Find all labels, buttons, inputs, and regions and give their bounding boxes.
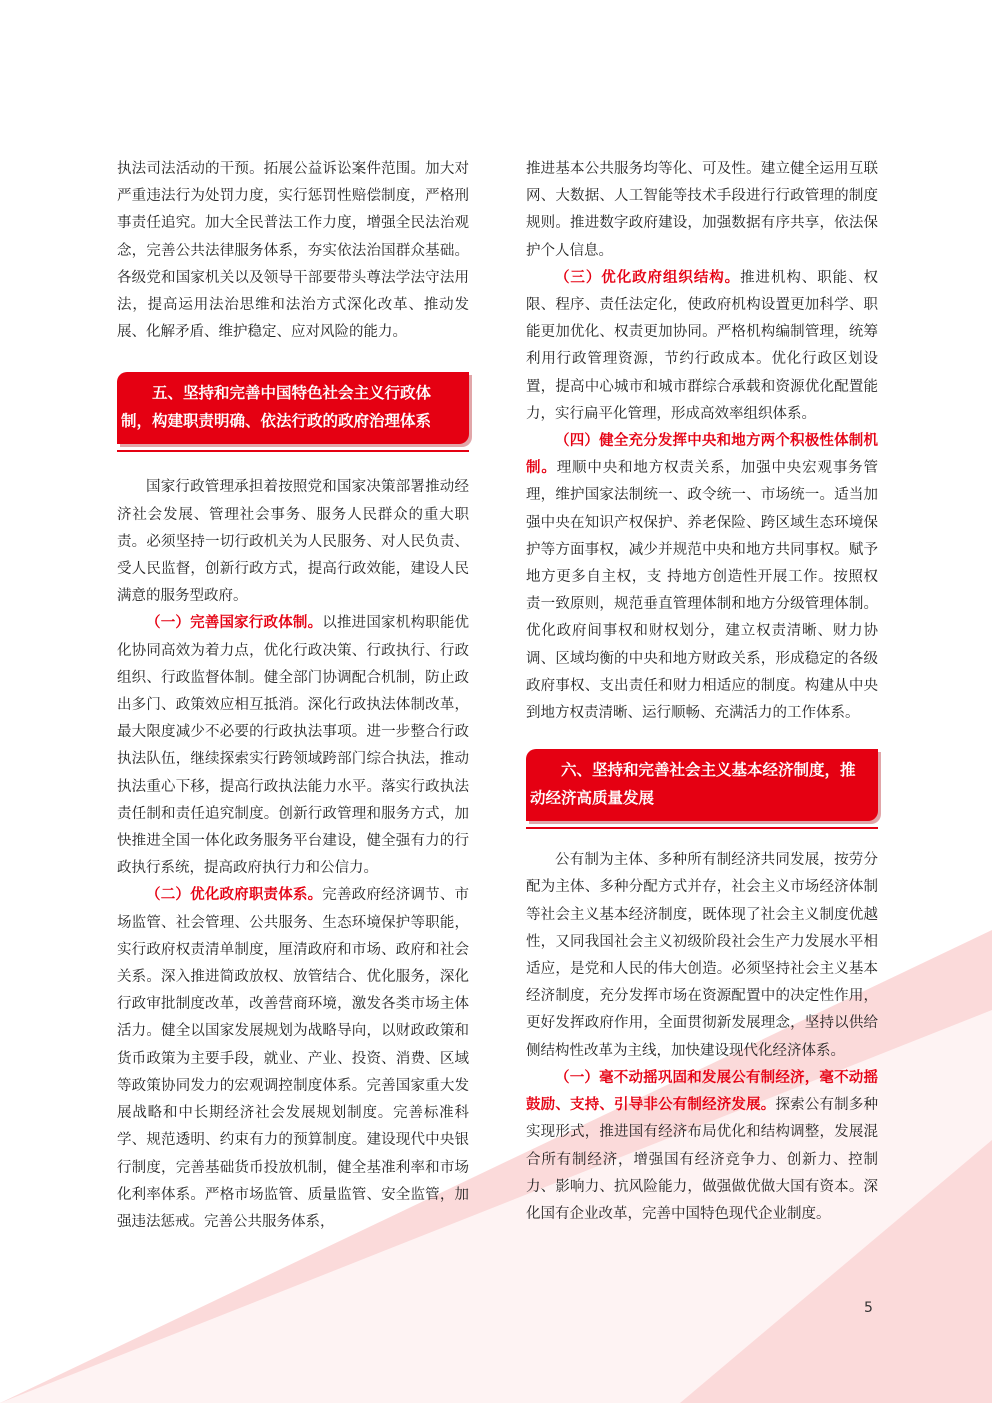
section-6-heading-line2: 动经济高质量发展 [530,789,655,808]
body-paragraph: 国家行政管理承担着按照党和国家决策部署推动经济社会发展、管理社会事务、服务人民群众的重大职责。必须坚持一切行政机关为人民服务、对人民负责、受人民监督，创新行政方式，提高行政效能，建设人民满意的服务型政府。 [117,479,469,605]
section-5-heading [117,372,469,444]
subsection-heading: （二）优化政府职责体系。 [146,887,323,904]
body-paragraph: 推进基本公共服务均等化、可及性。建立健全运用互联网、大数据、人工智能等技术手段进行行政管理的制度规则。推进数字政府建设，加强数据有序共享，依法保护个人信息。 [526,161,878,259]
right-column [526,156,878,1228]
subsection-heading: （三）优化政府组织结构。 [555,269,741,286]
body-paragraph: 执法司法活动的干预。拓展公益诉讼案件范围。加大对严重违法行为处罚力度，实行惩罚性赔偿制度，严格刑事责任追究。加大全民普法工作力度，增强全民法治观念，完善公共法律服务体系，夯实依法治国群众基础。各级党和国家机关以及领导干部要带头尊法学法守法用法，提高运用法治思维和法治方式深化改革、推动发展、化解矛盾、维护稳定、应对风险的能力。 [117,161,469,341]
body-paragraph: （一）毫不动摇巩固和发展公有制经济，毫不动摇鼓励、支持、引导非公有制经济发展。探索公有制多种实现形式，推进国有经济布局优化和结构调整，发展混合所有制经济，增强国有经济竞争力、创新力、控制力、影响力、抗风险能力，做强做优做大国有资本。深化国有企业改革，完善中国特色现代企业制度。 [526,1069,879,1222]
left-column [117,156,469,1236]
body-paragraph: （四）健全充分发挥中央和地方两个积极性体制机制。理顺中央和地方权责关系，加强中央宏观事务管理，维护国家法制统一、政令统一、市场统一。适当加强中央在知识产权保护、养老保险、跨区域生态环境保护等方面事权，减少并规范中央和地方共同事权。赋予地方更多自主权，支 持地方创造性开展工作。按照权责一致原则，规范垂直管理体制和地方分级管理体制。优化政府间事权和财权划分，建立权责清晰、财力协调、区域均衡的中央和地方财政关系，形成稳定的各级政府事权、支出责任和财力相适应的制度。构建从中央到地方权责清晰、运行顺畅、充满活力的工作体系。 [526,433,879,722]
section-5-heading-line1: 五、坚持和完善中国特色社会主义行政体 [152,384,432,403]
section-6-heading [526,749,878,821]
section-5-heading-line2: 制，构建职责明确、依法行政的政府治理体系 [121,412,432,431]
body-paragraph: 公有制为主体、多种所有制经济共同发展，按劳分配为主体、多种分配方式并存，社会主义市场经济体制等社会主义基本经济制度，既体现了社会主义制度优越性，又同我国社会主义初级阶段社会生产力发展水平相适应，是党和人民的伟大创造。必须坚持社会主义基本经济制度，充分发挥市场在资源配置中的决定性作用，更好发挥政府作用，全面贯彻新发展理念，坚持以供给侧结构性改革为主线，加快建设现代化经济体系。 [526,852,878,1059]
body-paragraph: （二）优化政府职责体系。完善政府经济调节、市场监管、社会管理、公共服务、生态环境保护等职能，实行政府权责清单制度，厘清政府和市场、政府和社会关系。深入推进简政放权、放管结合、优化服务，深化行政审批制度改革，改善营商环境，激发各类市场主体活力。健全以国家发展规划为战略导向，以财政政策和货币政策为主要手段，就业、产业、投资、消费、区域等政策协同发力的宏观调控制度体系。完善国家重大发展战略和中长期经济社会发展规划制度。完善标准科学、规范透明、约束有力的预算制度。建设现代中央银行制度，完善基础货币投放机制，健全基准利率和市场化利率体系。严格市场监管、质量监管、安全监管，加强违法惩戒。完善公共服务体系， [117,887,470,1230]
subsection-heading: （一）完善国家行政体制。 [146,615,323,632]
subsection-heading: （四）健全充分发挥中央和地方两个积极性体制机制。 [526,433,878,477]
body-paragraph: （三）优化政府组织结构。推进机构、职能、权限、程序、责任法定化，使政府机构设置更加科学、职能更加优化、权责更加协同。严格机构编制管理，统筹利用行政管理资源，节约行政成本。优化行政区划设置，提高中心城市和城市群综合承载和资源优化配置能力，实行扁平化管理，形成高效率组织体系。 [526,269,879,422]
page-number: 5 [864,1300,873,1316]
subsection-heading: （一）毫不动摇巩固和发展公有制经济，毫不动摇鼓励、支持、引导非公有制经济发展。 [526,1069,878,1114]
body-paragraph: （一）完善国家行政体制。以推进国家机构职能优化协同高效为着力点，优化行政决策、行政执行、行政组织、行政监督体制。健全部门协调配合机制，防止政出多门、政策效应相互抵消。深化行政执法体制改革，最大限度减少不必要的行政执法事项。进一步整合行政执法队伍，继续探索实行跨领域跨部门综合执法，推动执法重心下移，提高行政执法能力水平。落实行政执法责任制和责任追究制度。创新行政管理和服务方式，加快推进全国一体化政务服务平台建设，健全强有力的行政执行系统，提高政府执行力和公信力。 [117,615,470,877]
section-6-heading-line1: 六、坚持和完善社会主义基本经济制度，推 [561,761,856,780]
